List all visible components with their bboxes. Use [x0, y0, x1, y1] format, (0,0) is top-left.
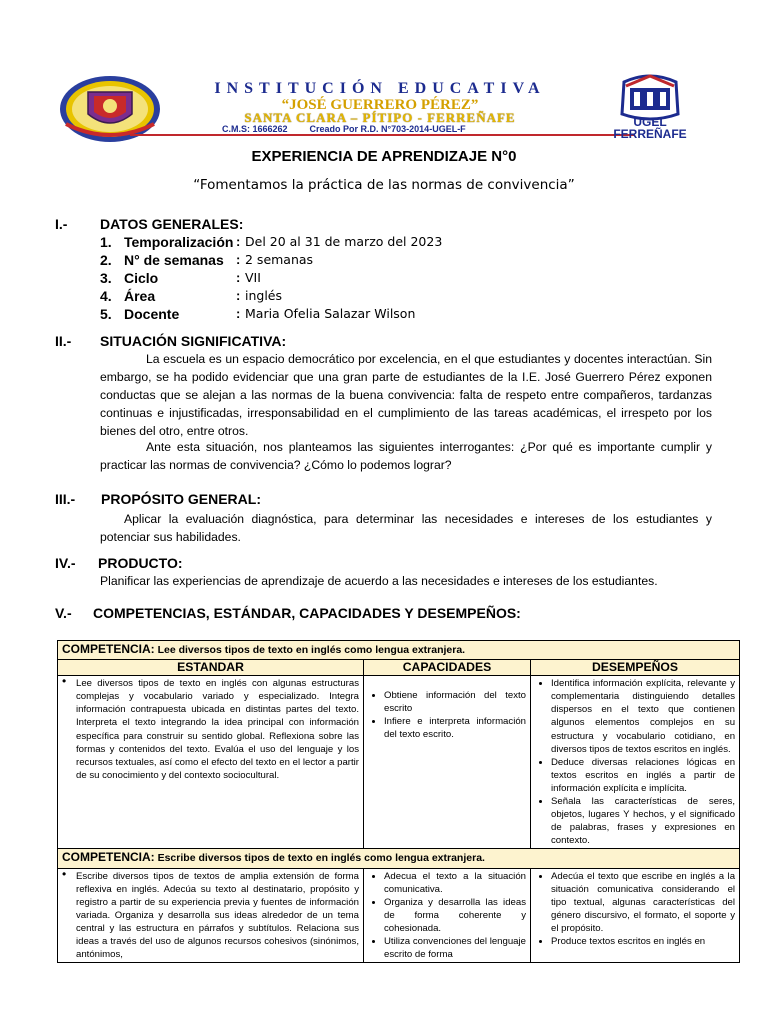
competencia-name: Lee diversos tipos de texto en inglés como lengua extranjera. — [157, 644, 466, 656]
section-number-2: II.- — [55, 333, 72, 349]
item-number: 5. — [100, 306, 112, 322]
section-number-3: III.- — [55, 491, 76, 507]
proposito-paragraph: Aplicar la evaluación diagnóstica, para determinar las necesidades e intereses de los estudiantes y potenciar sus habilidades. — [100, 512, 712, 544]
list-item: • Deduce diversas relaciones lógicas en textos escritos en inglés a partir de información explícita e implícita. — [551, 756, 735, 795]
list-item: • Organiza y desarrolla las ideas de forma coherente y cohesionada. — [384, 896, 526, 935]
table-row — [58, 676, 740, 849]
section-title-proposito: PROPÓSITO GENERAL: — [101, 491, 261, 507]
column-header-capacidades: CAPACIDADES — [364, 660, 531, 676]
capacidades-cell — [364, 868, 531, 963]
table-row — [58, 641, 740, 660]
capacidades-list — [368, 870, 526, 962]
creation-resolution: Creado Por R.D. N°703-2014-UGEL-F — [309, 124, 466, 134]
list-item: • Identifica información explícita, relevante y complementaria distinguiendo detalles dispersos en el texto que contienen algunos elementos complejos en su estructura y vocabulario cotidiano, en diversos tipos de textos escritos en inglés. — [551, 677, 735, 756]
item-label: Área — [124, 288, 156, 304]
institution-place: SANTA CLARA – PÍTIPO - FERREÑAFE — [244, 110, 516, 125]
situacion-paragraph-1: La escuela es un espacio democrático por excelencia, en el que estudiantes y docentes interactúan. Sin embargo, se ha podido evidenciar que una gran parte de estudiantes de la I.E. José Guerrero Pérez exponen conductas que se alejan a las normas de la buena convivencia: falta de respeto entre compañeros, tardanzas continuas e injustificadas, irresponsabilidad en el cumplimiento de las tareas académicas, el irrespeto por los bienes del otro, entre otros. — [100, 352, 712, 438]
page-title: EXPERIENCIA DE APRENDIZAJE N°0 — [251, 148, 517, 165]
colon: : — [236, 306, 241, 321]
svg-text:UGEL: UGEL — [633, 115, 667, 129]
item-label: Ciclo — [124, 270, 159, 286]
cms-code: C.M.S: 1666262 — [222, 124, 288, 134]
item-value: Maria Ofelia Salazar Wilson — [245, 306, 416, 321]
desempenos-cell — [531, 676, 740, 849]
table-header-row — [58, 660, 740, 676]
list-item: • Señala las características de seres, objetos, lugares Y hechos, y el significado de palabras, frases y expresiones en contexto. — [551, 795, 735, 847]
estandar-cell — [58, 676, 364, 849]
producto-paragraph: Planificar las experiencias de aprendizaje de acuerdo a las necesidades e intereses de los estudiantes. — [100, 574, 658, 588]
item-label: Docente — [124, 306, 180, 322]
estandar-cell — [58, 868, 364, 963]
list-item: • Adecúa el texto que escribe en inglés a la situación comunicativa considerando el tipo textual, algunas características del género discursivo, el formato, el soporte y el propósito. — [551, 870, 735, 935]
section-title-competencias: COMPETENCIAS, ESTÁNDAR, CAPACIDADES Y DESEMPEÑOS: — [93, 605, 521, 621]
section-number-4: IV.- — [55, 555, 76, 571]
desempenos-list — [535, 870, 735, 949]
column-header-desempenos: DESEMPEÑOS — [531, 660, 740, 676]
item-number: 2. — [100, 252, 112, 268]
ugel-building-icon — [596, 74, 704, 140]
competencia-cell — [58, 849, 740, 868]
capacidades-cell — [364, 676, 531, 849]
desempenos-cell — [531, 868, 740, 963]
section-title-datos: DATOS GENERALES: — [100, 216, 244, 232]
institution-name: “JOSÉ GUERRERO PÉREZ” — [281, 97, 479, 113]
colon: : — [236, 288, 241, 303]
competencia-label: COMPETENCIA: — [62, 642, 155, 656]
list-item: • Utiliza convenciones del lenguaje escrito de forma — [384, 935, 526, 961]
item-value: 2 semanas — [245, 252, 314, 267]
competencias-table — [57, 640, 740, 963]
competencia-label: COMPETENCIA: — [62, 850, 155, 865]
desempenos-list — [535, 677, 735, 847]
section-title-situacion: SITUACIÓN SIGNIFICATIVA: — [100, 333, 287, 349]
colon: : — [236, 270, 241, 285]
colon: : — [236, 252, 241, 267]
column-header-estandar: ESTANDAR — [58, 660, 364, 676]
item-value: inglés — [245, 288, 283, 303]
section-number-1: I.- — [55, 216, 68, 232]
section-title-producto: PRODUCTO: — [98, 555, 183, 571]
item-number: 4. — [100, 288, 112, 304]
list-item: • Infiere e interpreta información del texto escrito. — [384, 715, 526, 741]
table-row — [58, 868, 740, 963]
page-subtitle: “Fomentamos la práctica de las normas de convivencia” — [193, 177, 575, 193]
svg-text:FERREÑAFE: FERREÑAFE — [613, 127, 687, 140]
competencia-cell — [58, 641, 740, 660]
header-divider — [130, 134, 635, 136]
item-label: Temporalización — [124, 234, 234, 250]
estandar-text: • Lee diversos tipos de texto en inglés con algunas estructuras complejas y vocabulario variado y especializado. Integra información contrapuesta ubicada en distintas partes del texto. Interpreta el texto integrando la idea principal con información específica para construir su sentido global. Reflexiona sobre las formas y contenidos del texto. Evalúa el uso del lenguaje y los recursos textuales, así como el efecto del texto en el lector a partir de su conocimiento y del contexto sociocultural. — [62, 677, 359, 782]
item-value: Del 20 al 31 de marzo del 2023 — [245, 234, 443, 249]
item-value: VII — [245, 270, 261, 285]
list-item: • Obtiene información del texto escrito — [384, 689, 526, 715]
item-label: N° de semanas — [124, 252, 224, 268]
section-number-5: V.- — [55, 605, 72, 621]
institution-title: INSTITUCIÓN EDUCATIVA — [214, 80, 546, 97]
list-item: • Produce textos escritos en inglés en — [551, 935, 735, 948]
colon: : — [236, 234, 241, 249]
item-number: 1. — [100, 234, 112, 250]
table-row — [58, 849, 740, 868]
item-number: 3. — [100, 270, 112, 286]
list-item: • Adecua el texto a la situación comunicativa. — [384, 870, 526, 896]
capacidades-list — [368, 689, 526, 741]
competencia-name: Escribe diversos tipos de texto en inglés como lengua extranjera. — [157, 852, 485, 865]
situacion-paragraph-2: Ante esta situación, nos planteamos las siguientes interrogantes: ¿Por qué es importante cumplir y practicar las normas de convivencia? ¿Cómo lo podemos lograr? — [100, 440, 712, 472]
institution-codes — [222, 124, 466, 134]
estandar-text: • Escribe diversos tipos de textos de amplia extensión de forma reflexiva en inglés. Adecúa su texto al destinatario, propósito y registro a partir de su experiencia previa y fuentes de información variada. Organiza y desarrolla sus ideas alrededor de un tema central y las estructura en párrafos y subtítulos. Relaciona sus ideas a través del uso de algunos recursos cohesivos (sinónimos, antónimos, — [62, 870, 359, 962]
